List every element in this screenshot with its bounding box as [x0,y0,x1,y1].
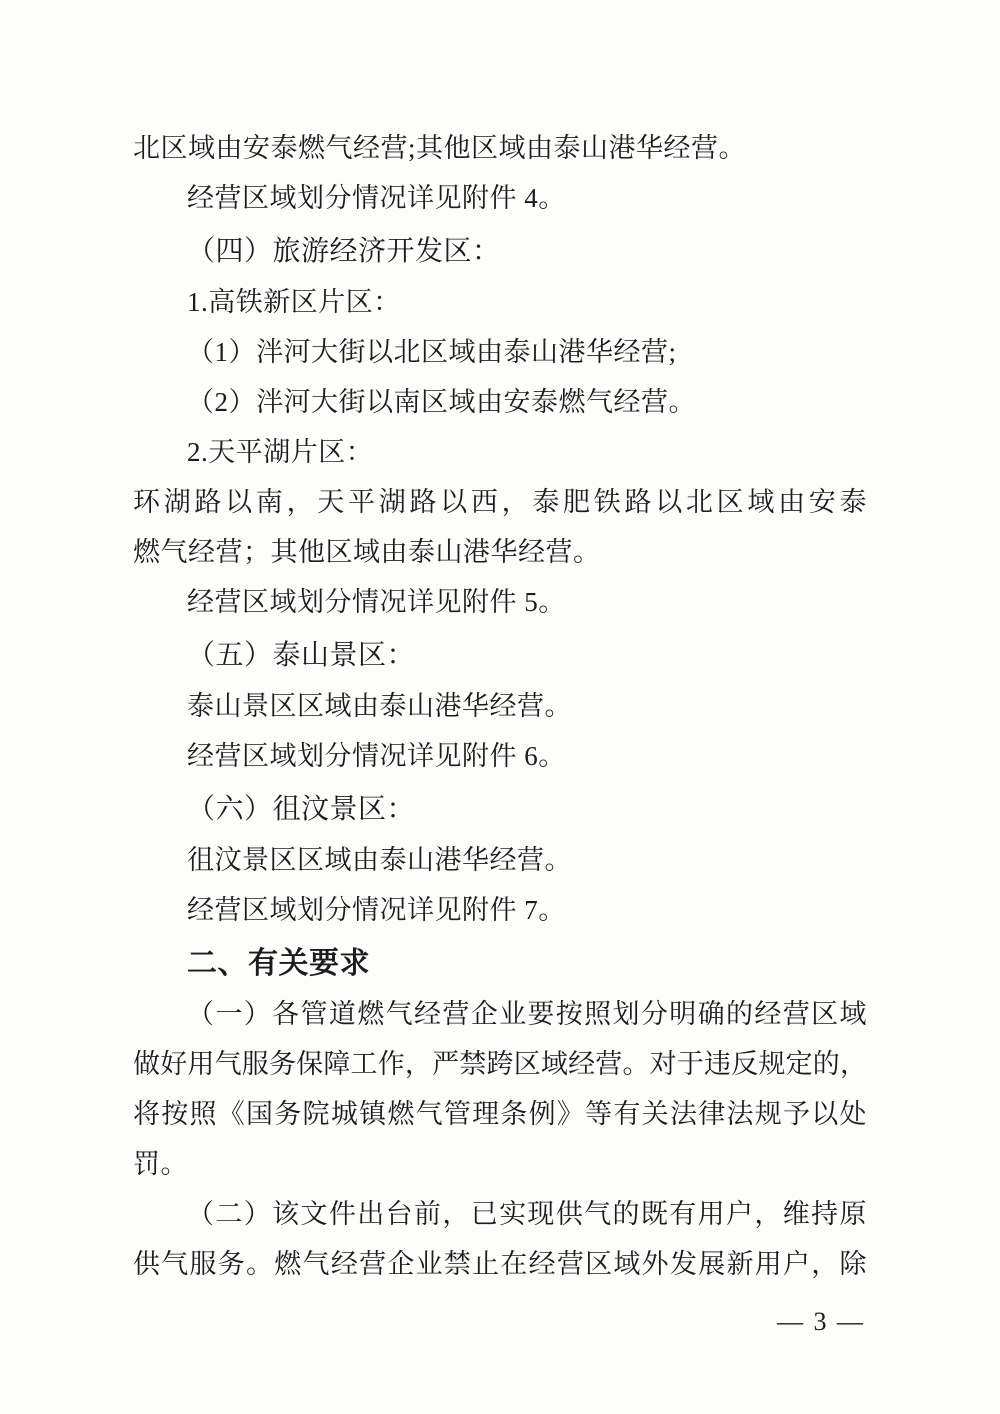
para-taishan-scenic: 泰山景区区域由泰山港华经营。 [187,691,572,721]
page-number: — 3 — [777,1307,865,1336]
part-2-requirements-heading: 二、有关要求 [187,947,370,980]
para-cuwen-scenic: 徂汶景区区域由泰山港华经营。 [187,845,572,875]
requirement-2-line-1: （二）该文件出台前，已实现供气的既有用户，维持原 [187,1199,867,1229]
attachment-ref-5: 经营区域划分情况详见附件 5。 [187,587,566,617]
requirement-1-line-1: （一）各管道燃气经营企业要按照划分明确的经营区域 [187,999,867,1029]
para-daimiao-continuation: 北区域由安泰燃气经营;其他区域由泰山港华经营。 [133,133,747,163]
para-tianpinghu-line-2: 燃气经营；其他区域由泰山港华经营。 [133,537,601,567]
section-heading-4-tourism-zone: （四）旅游经济开发区： [187,236,501,267]
para-tianpinghu-line-1: 环湖路以南，天平湖路以西，泰肥铁路以北区域由安泰 [133,487,867,517]
item-1-panhe-north: （1）泮河大街以北区域由泰山港华经营; [187,337,677,367]
section-heading-6-cuwen-scenic: （六）徂汶景区： [187,794,416,825]
attachment-ref-4: 经营区域划分情况详见附件 4。 [187,183,566,213]
section-heading-5-taishan-scenic: （五）泰山景区： [187,640,416,671]
requirement-2-line-2: 供气服务。燃气经营企业禁止在经营区域外发展新用户，除 [133,1249,867,1279]
requirement-1-line-3: 将按照《国务院城镇燃气管理条例》等有关法律法规予以处 [133,1099,867,1129]
item-2-panhe-south: （2）泮河大街以南区域由安泰燃气经营。 [187,387,696,417]
subsection-1-gaotie-heading: 1.高铁新区片区： [187,287,401,317]
document-body [133,123,867,1289]
attachment-ref-7: 经营区域划分情况详见附件 7。 [187,895,566,925]
requirement-1-line-2: 做好用气服务保障工作，严禁跨区域经营。对于违反规定的， [133,1049,867,1079]
attachment-ref-6: 经营区域划分情况详见附件 6。 [187,741,566,771]
subsection-2-tianpinghu-heading: 2.天平湖片区： [187,437,374,467]
requirement-1-line-4: 罚。 [133,1149,188,1179]
